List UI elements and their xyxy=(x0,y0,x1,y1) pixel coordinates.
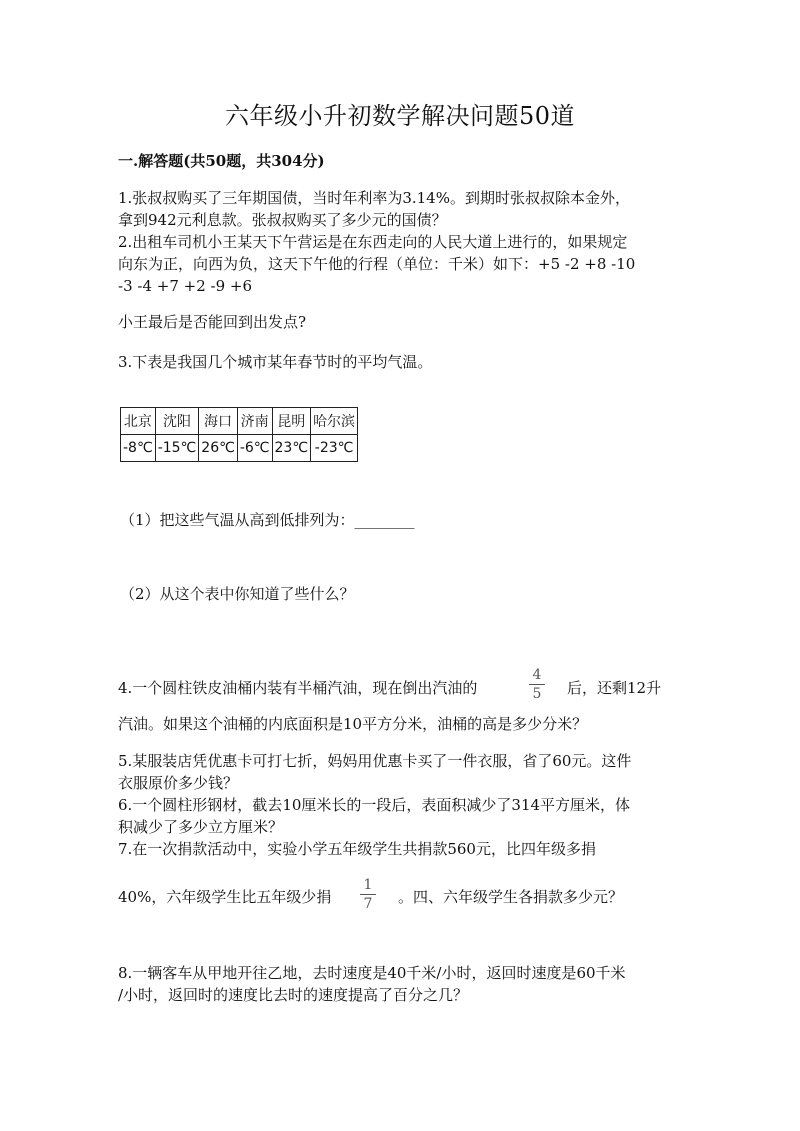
section-heading: 一.解答题(共50题，共304分) xyxy=(118,152,325,170)
q7-text-part-2: 。四、六年级学生各捐款多少元？ xyxy=(398,888,624,906)
q1-line-1: 1.张叔叔购买了三年期国债，当时年利率为3.14%。到期时张叔叔除本金外， xyxy=(118,189,630,207)
q1-line-2: 拿到942元利息款。张叔叔购买了多少元的国债？ xyxy=(118,211,447,229)
table-cell-temp: 26℃ xyxy=(199,435,238,462)
q5-line-2: 衣服原价多少钱？ xyxy=(118,774,239,792)
q7-fraction xyxy=(358,877,378,912)
q8-line-1: 8.一辆客车从甲地开往乙地，去时速度是40千米/小时，返回时速度是60千米 xyxy=(118,964,626,982)
q3-intro: 3.下表是我国几个城市某年春节时的平均气温。 xyxy=(118,353,433,371)
q3-sub-2: （2）从这个表中你知道了些什么？ xyxy=(120,585,355,603)
fraction-bar xyxy=(529,684,545,685)
fraction-denominator: 7 xyxy=(363,896,373,912)
q7-text-part-1: 40%，六年级学生比五年级少捐 xyxy=(118,888,332,906)
fraction-bar xyxy=(360,894,376,895)
q2-line-3: -3 -4 +7 +2 -9 +6 xyxy=(118,277,253,295)
q4-fraction xyxy=(527,667,547,702)
q8-line-2: /小时，返回时的速度比去时的速度提高了百分之几？ xyxy=(118,986,469,1004)
q2-line-2: 向东为正，向西为负，这天下午他的行程（单位：千米）如下：+5 -2 +8 -10 xyxy=(118,255,636,273)
table-cell-temp: -23℃ xyxy=(311,435,358,462)
table-cell-city: 哈尔滨 xyxy=(311,408,358,435)
q4-text-part-2: 后，还剩12升 xyxy=(567,679,662,697)
table-cell-city: 济南 xyxy=(237,408,272,435)
table-cell-temp: -6℃ xyxy=(237,435,272,462)
table-cell-city: 海口 xyxy=(199,408,238,435)
q6-line-2: 积减少了多少立方厘米？ xyxy=(118,818,284,836)
page-title: 六年级小升初数学解决问题50道 xyxy=(224,102,576,130)
q5-line-1: 5.某服装店凭优惠卡可打七折，妈妈用优惠卡买了一件衣服，省了60元。这件 xyxy=(118,752,632,770)
table-cell-temp: -15℃ xyxy=(155,435,199,462)
table-cell-city: 沈阳 xyxy=(155,408,199,435)
table-cell-temp: 23℃ xyxy=(272,435,311,462)
table-row-temps xyxy=(121,435,358,462)
q4-line-2: 汽油。如果这个油桶的内底面积是10平方分米，油桶的高是多少分米？ xyxy=(118,715,588,733)
q6-line-1: 6.一个圆柱形钢材，截去10厘米长的一段后，表面积减少了314平方厘米，体 xyxy=(118,796,631,814)
q2-line-1: 2.出租车司机小王某天下午营运是在东西走向的人民大道上进行的，如果规定 xyxy=(118,233,628,251)
table-cell-temp: -8℃ xyxy=(121,435,156,462)
fraction-numerator: 4 xyxy=(532,667,542,683)
q7-line-1: 7.在一次捐款活动中，实验小学五年级学生共捐款560元，比四年级多捐 xyxy=(118,840,596,858)
q3-sub-1: （1）把这些气温从高到低排列为：________ xyxy=(120,511,415,529)
table-cell-city: 北京 xyxy=(121,408,156,435)
fraction-numerator: 1 xyxy=(363,877,373,893)
q2-question: 小王最后是否能回到出发点? xyxy=(118,313,307,331)
q4-text-part-1: 4.一个圆柱铁皮油桶内装有半桶汽油，现在倒出汽油的 xyxy=(118,679,478,697)
table-row-cities xyxy=(121,408,358,435)
temperature-table xyxy=(120,407,358,462)
fraction-denominator: 5 xyxy=(532,686,542,702)
table-cell-city: 昆明 xyxy=(272,408,311,435)
